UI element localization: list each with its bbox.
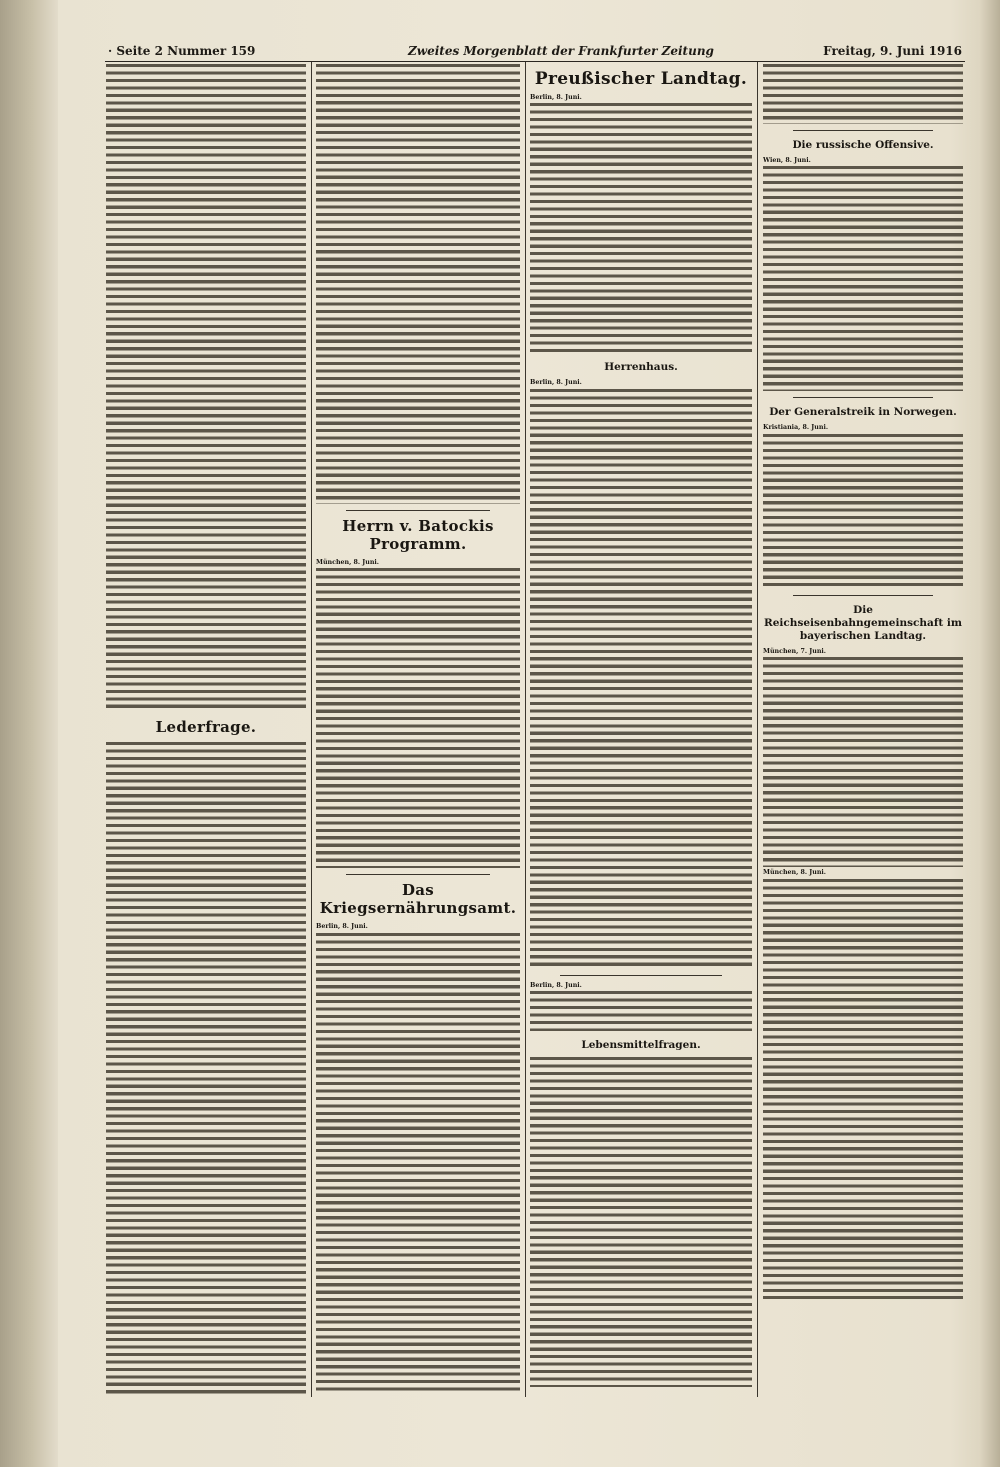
text-block	[763, 879, 963, 1299]
divider	[346, 510, 490, 511]
text-block	[106, 742, 306, 1394]
column-divider	[525, 62, 526, 1397]
section-heading: Das Kriegsernährungsamt.	[319, 881, 517, 918]
dateline: Kristiania, 8. Juni.	[763, 424, 829, 432]
section-heading: Die Reichseisenbahngemeinschaft im bayerischen Landtag.	[764, 603, 962, 642]
section-heading: Herrenhaus.	[604, 361, 678, 374]
section-heading: Preußischer Landtag.	[534, 69, 748, 89]
issue-date: Freitag, 9. Juni 1916	[823, 44, 962, 58]
column-divider	[757, 62, 758, 1397]
dateline: Wien, 8. Juni.	[763, 157, 811, 164]
page-binding	[0, 0, 58, 1467]
header-rule	[105, 61, 965, 62]
dateline: München, 8. Juni.	[316, 559, 379, 566]
section-heading: Lederfrage.	[155, 718, 257, 736]
article-column-3	[530, 64, 752, 1394]
article-column-1	[106, 64, 306, 1394]
dateline: München, 8. Juni.	[763, 869, 826, 877]
text-block	[530, 389, 752, 969]
text-block	[763, 657, 963, 867]
column-divider	[311, 62, 312, 1397]
article-column-2	[316, 64, 520, 1394]
section-heading: Lebensmittelfragen.	[581, 1039, 701, 1052]
text-block	[316, 64, 520, 504]
page-edge	[980, 0, 1000, 1467]
masthead-title: Zweites Morgenblatt der Frankfurter Zeitung	[408, 44, 714, 58]
text-block	[763, 64, 963, 124]
text-block	[316, 568, 520, 868]
section-heading: Herrn v. Batockis Programm.	[342, 517, 494, 553]
dateline: München, 7. Juni.	[763, 647, 826, 655]
dateline: Berlin, 8. Juni.	[316, 923, 368, 931]
page-number: · Seite 2 Nummer 159	[108, 44, 256, 58]
section-heading: Die russische Offensive.	[792, 139, 934, 151]
text-block	[530, 1057, 752, 1387]
text-block	[530, 103, 752, 353]
section-heading: Der Generalstreik in Norwegen.	[769, 406, 957, 419]
text-block	[106, 64, 306, 712]
text-block	[763, 434, 963, 589]
dateline: Berlin, 8. Juni.	[530, 94, 582, 101]
divider	[560, 975, 722, 976]
dateline: Berlin, 8. Juni.	[530, 981, 582, 989]
dateline: Berlin, 8. Juni.	[530, 379, 582, 387]
text-block	[530, 991, 752, 1031]
divider	[793, 595, 933, 596]
text-block	[316, 933, 520, 1393]
divider	[346, 874, 490, 875]
article-column-4	[763, 64, 963, 1394]
page-header	[108, 40, 962, 62]
divider	[793, 130, 933, 131]
divider	[793, 397, 933, 398]
text-block	[763, 166, 963, 391]
